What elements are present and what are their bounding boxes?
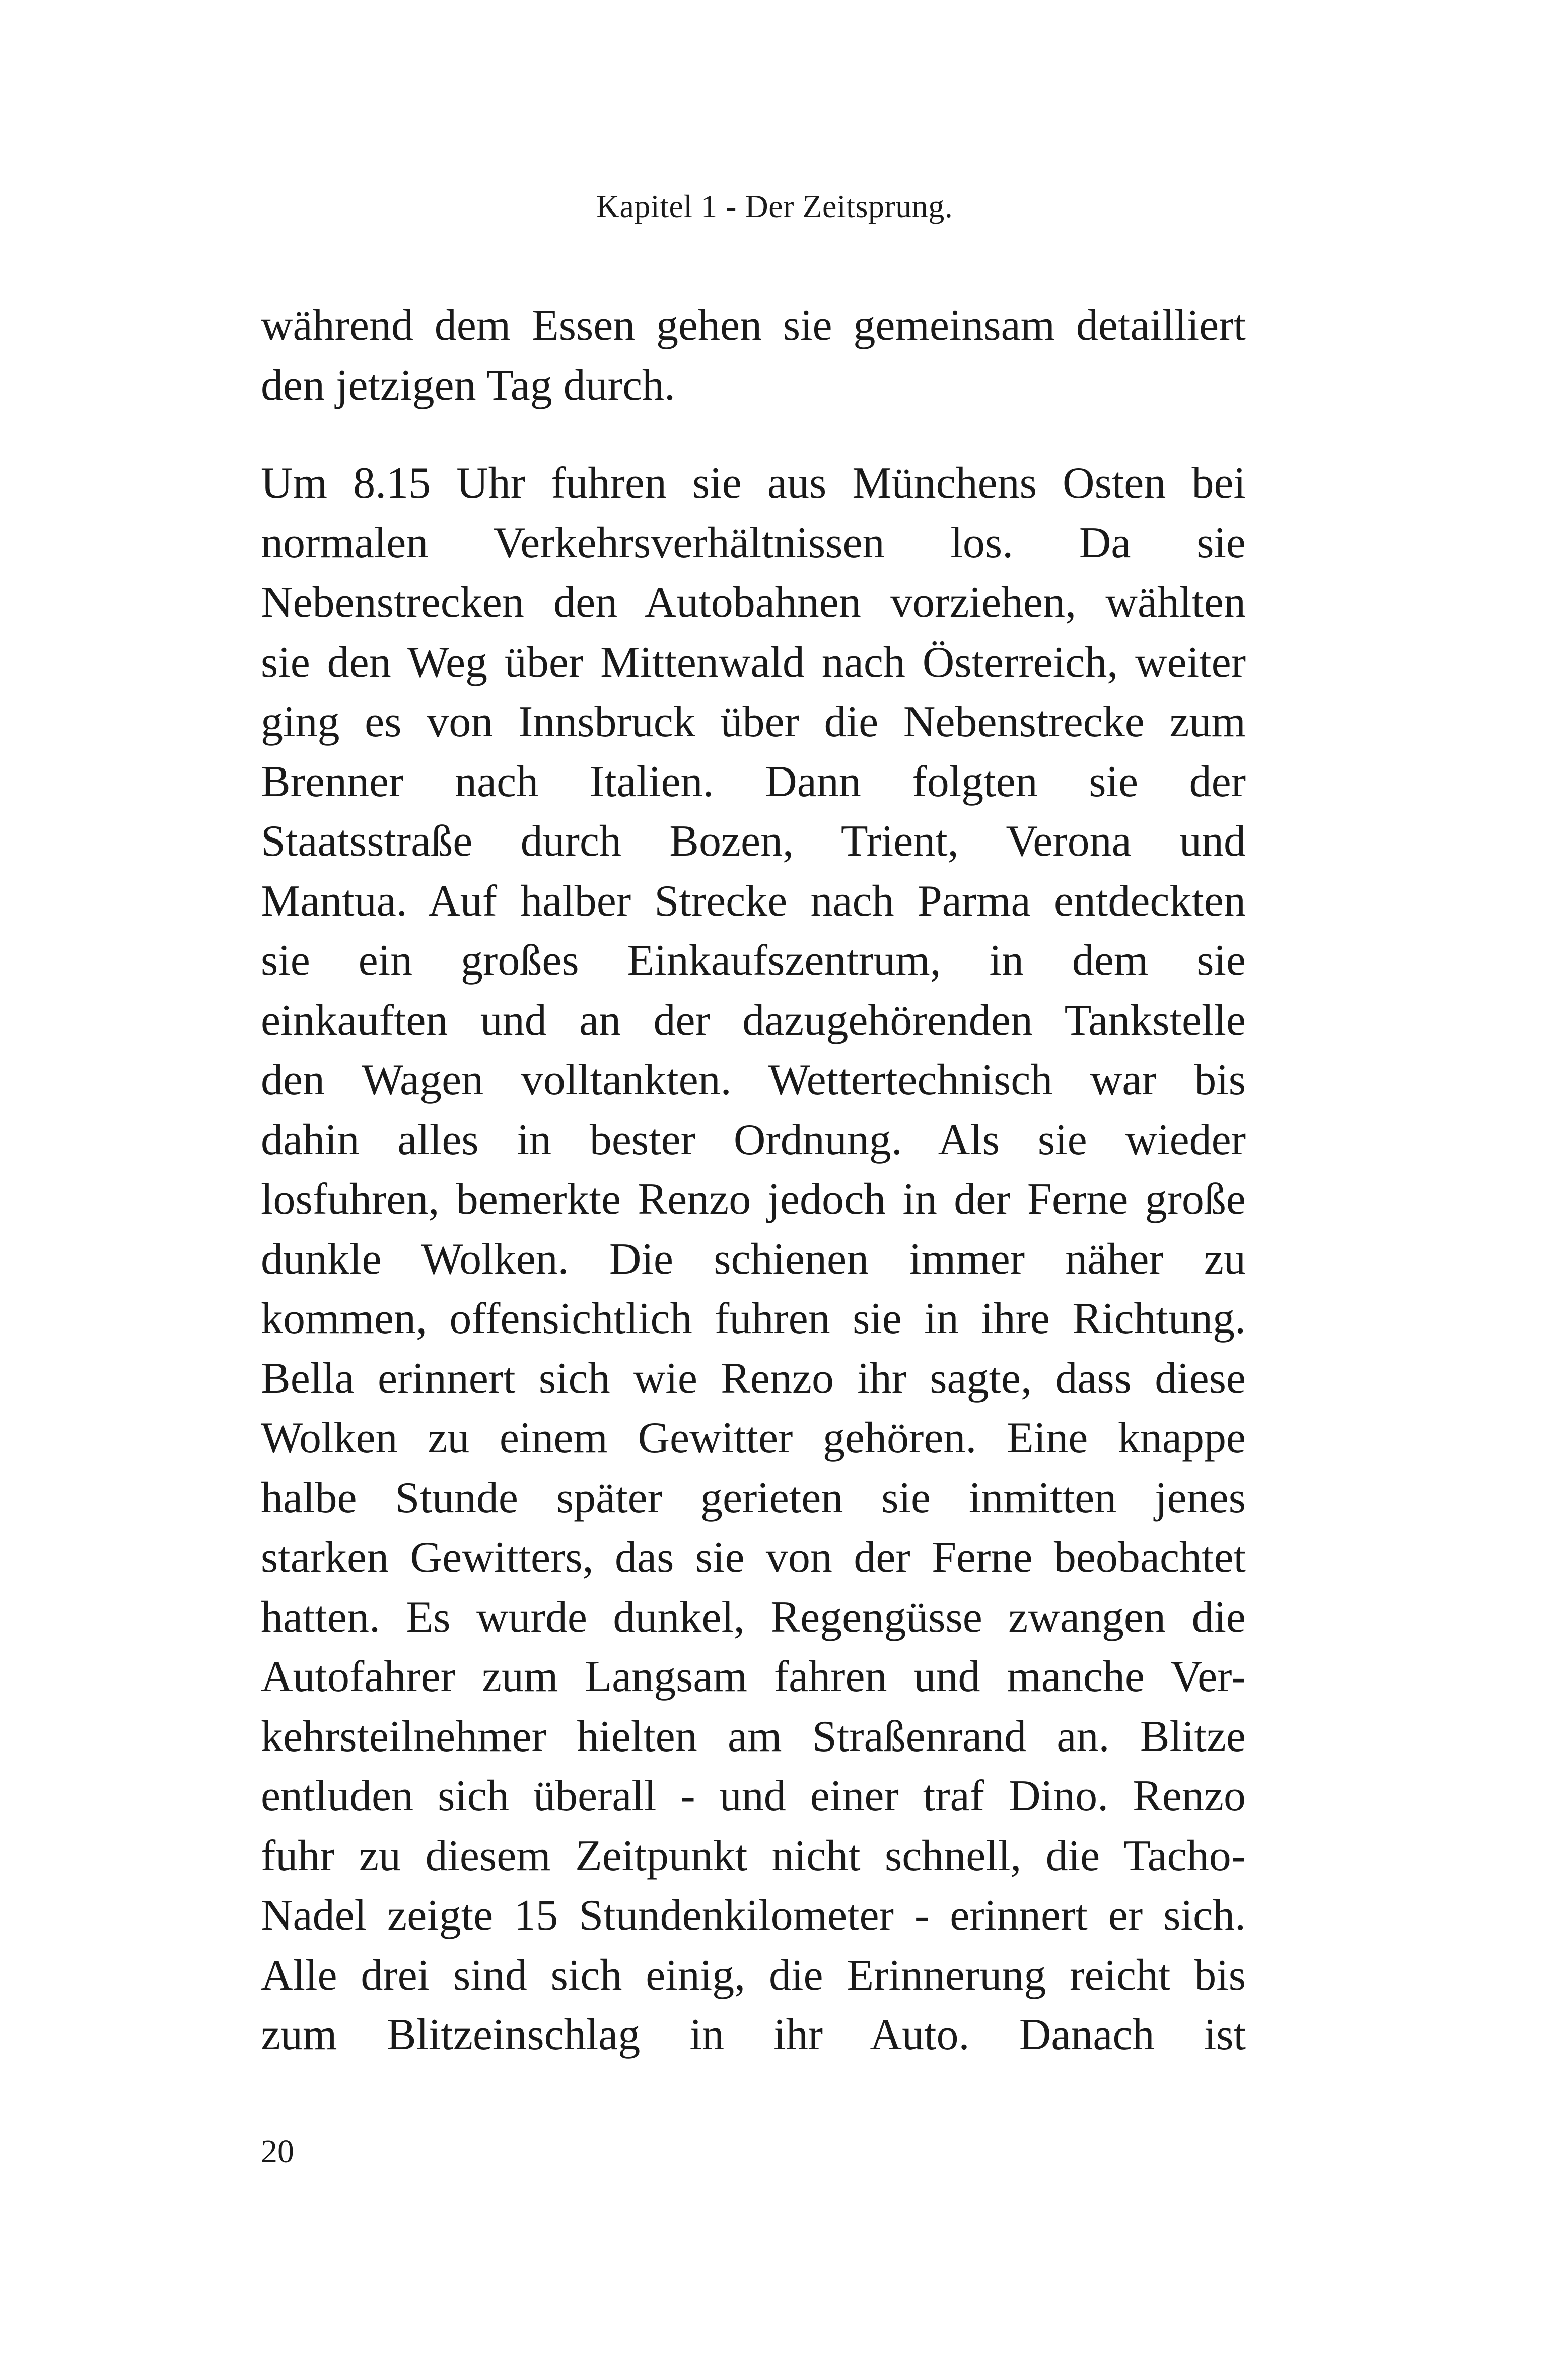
text-line: Wolken zu einem Gewitter gehören. Eine knappe	[261, 1414, 1246, 1462]
text-line: Bella erinnert sich wie Renzo ihr sagte, dass diese	[261, 1354, 1246, 1403]
text-line: dunkle Wolken. Die schienen immer näher zu	[261, 1234, 1246, 1284]
text-line: den Wagen volltankten. Wettertechnisch war bis	[261, 1056, 1246, 1104]
paragraph	[261, 296, 1246, 415]
text-line: zum Blitzeinschlag in ihr Auto. Danach ist	[261, 2010, 1246, 2059]
text-line: Mantua. Auf halber Strecke nach Parma entdeckten	[261, 876, 1246, 926]
text-line: Brenner nach Italien. Dann folgten sie der	[261, 757, 1246, 806]
text-line: kommen, offensichtlich fuhren sie in ihre Richtung.	[261, 1294, 1246, 1343]
paragraph	[261, 454, 1246, 2065]
running-header: Kapitel 1 - Der Zeitsprung.	[596, 188, 953, 224]
text-line: Nebenstrecken den Autobahnen vorziehen, wählten	[261, 578, 1246, 627]
text-line: normalen Verkehrsverhältnissen los. Da sie	[261, 518, 1246, 568]
text-line: während dem Essen gehen sie gemeinsam detailliert	[261, 301, 1246, 350]
text-line: den jetzigen Tag durch.	[261, 361, 676, 410]
text-line: dahin alles in bester Ordnung. Als sie wieder	[261, 1115, 1246, 1164]
text-line: Nadel zeigte 15 Stundenkilometer - erinnert er sich.	[261, 1891, 1246, 1940]
text-line: einkauften und an der dazugehörenden Tankstelle	[261, 996, 1246, 1045]
text-line: sie den Weg über Mittenwald nach Österreich, weiter	[261, 638, 1246, 687]
text-line: kehrsteilnehmer hielten am Straßenrand an. Blitze	[261, 1712, 1246, 1761]
paragraph-spacer	[261, 415, 1246, 454]
text-line: Staatsstraße durch Bozen, Trient, Verona und	[261, 817, 1246, 866]
text-line: ging es von Innsbruck über die Nebenstrecke zum	[261, 697, 1246, 746]
text-line: halbe Stunde später gerieten sie inmitten jenes	[261, 1473, 1246, 1522]
body-text	[261, 296, 1246, 2065]
text-line: starken Gewitters, das sie von der Ferne beobachtet	[261, 1533, 1246, 1582]
text-line: Alle drei sind sich einig, die Erinnerung reicht bis	[261, 1950, 1246, 2000]
text-line: losfuhren, bemerkte Renzo jedoch in der Ferne große	[261, 1175, 1246, 1224]
text-line: fuhr zu diesem Zeitpunkt nicht schnell, die Tacho-	[261, 1831, 1246, 1880]
text-line: sie ein großes Einkaufszentrum, in dem sie	[261, 936, 1246, 985]
text-line: Um 8.15 Uhr fuhren sie aus Münchens Osten bei	[261, 459, 1246, 508]
text-line: hatten. Es wurde dunkel, Regengüsse zwangen die	[261, 1592, 1246, 1642]
page-number: 20	[261, 2133, 294, 2170]
text-line: entluden sich überall - und einer traf Dino. Renzo	[261, 1772, 1246, 1821]
text-line: Autofahrer zum Langsam fahren und manche Ver-	[261, 1652, 1246, 1701]
